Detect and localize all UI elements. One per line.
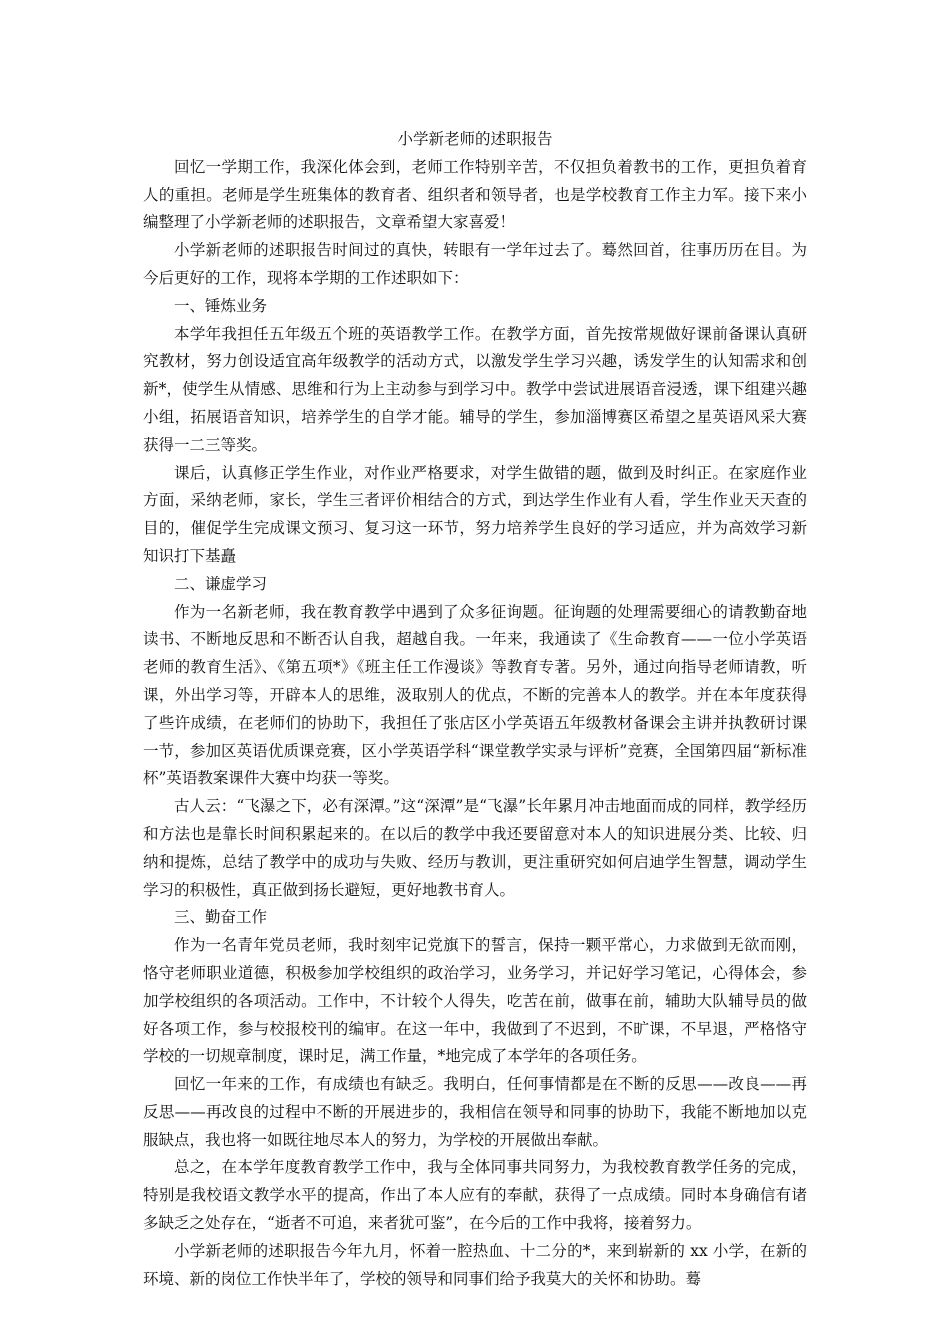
body-paragraph: 作为一名青年党员老师，我时刻牢记党旗下的誓言，保持一颗平常心，力求做到无欲而刚，恪守老师职业道德，积极参加学校组织的政治学习，业务学习，并记好学习笔记，心得体会，参加学校组织的各项活动。工作中，不计较个人得失，吃苦在前，做事在前，辅助大队辅导员的做好各项工作，参与校报校刊的编审。在这一年中，我做到了不迟到，不旷课，不早退，严格恪守学校的一切规章制度，课时足，满工作量，*地完成了本学年的各项任务。 — [143, 936, 807, 1066]
body-paragraph: 总之，在本学年度教育教学工作中，我与全体同事共同努力，为我校教育教学任务的完成，特别是我校语文教学水平的提高，作出了本人应有的奉献，获得了一点成绩。同时本身确信有诸多缺乏之处存在，“逝者不可追，来者犹可鉴”，在今后的工作中我将，接着努力。 — [143, 1158, 807, 1233]
section-heading: 二、谦虚学习 — [174, 574, 268, 593]
body-paragraph: 小学新老师的述职报告时间过的真快，转眼有一学年过去了。蓦然回首，往事历历在目。为今后更好的工作，现将本学期的工作述职如下： — [143, 241, 807, 287]
body-paragraph: 小学新老师的述职报告今年九月，怀着一腔热血、十二分的*，来到崭新的 xx 小学，在新的环境、新的岗位工作快半年了，学校的领导和同事们给予我莫大的关怀和协助。蓦 — [143, 1241, 807, 1288]
body-paragraph: 课后，认真修正学生作业，对作业严格要求，对学生做错的题，做到及时纠正。在家庭作业方面，采纳老师，家长，学生三者评价相结合的方式，到达学生作业有人看，学生作业天天查的目的，催促学生完成课文预习、复习这一环节，努力培养学生良好的学习适应，并为高效学习新知识打下基矗 — [143, 463, 807, 565]
document-body — [143, 154, 807, 1294]
body-paragraph: 回忆一年来的工作，有成绩也有缺乏。我明白，任何事情都是在不断的反思——改良——再反思——再改良的过程中不断的开展进步的，我相信在领导和同事的协助下，我能不断地加以克服缺点，我也将一如既往地尽本人的努力，为学校的开展做出奉献。 — [143, 1075, 807, 1149]
document-page — [143, 126, 807, 1293]
body-paragraph: 本学年我担任五年级五个班的英语教学工作。在教学方面，首先按常规做好课前备课认真研究教材，努力创设适宜高年级教学的活动方式，以激发学生学习兴趣，诱发学生的认知需求和创新*，使学生从情感、思维和行为上主动参与到学习中。教学中尝试进展语音浸透，课下组建兴趣小组，拓展语音知识，培养学生的自学才能。辅导的学生，参加淄博赛区希望之星英语风采大赛获得一二三等奖。 — [143, 324, 807, 454]
document-title: 小学新老师的述职报告 — [397, 130, 553, 148]
section-heading: 一、锤炼业务 — [174, 296, 268, 315]
section-heading: 三、勤奋工作 — [174, 908, 268, 927]
body-paragraph: 古人云：“飞瀑之下，必有深潭。”这“深潭”是“飞瀑”长年累月冲击地面而成的同样，教学经历和方法也是靠长时间积累起来的。在以后的教学中我还要留意对本人的知识进展分类、比较、归纳和提炼，总结了教学中的成功与失败、经历与教训，更注重研究如何启迪学生智慧，调动学生学习的积极性，真正做到扬长避短，更好地教书育人。 — [143, 797, 807, 899]
body-paragraph: 作为一名新老师，我在教育教学中遇到了众多征询题。征询题的处理需要细心的请教勤奋地读书、不断地反思和不断否认自我，超越自我。一年来，我通读了《生命教育——一位小学英语老师的教育生活》、《第五项*》《班主任工作漫谈》等教育专著。另外，通过向指导老师请教，听课，外出学习等，开辟本人的思维，汲取别人的优点，不断的完善本人的教学。并在本年度获得了些许成绩，在老师们的协助下，我担任了张店区小学英语五年级教材备课会主讲并执教研讨课一节，参加区英语优质课竞赛，区小学英语学科“课堂教学实录与评析”竞赛，全国第四届“新标准杯”英语教案课件大赛中均获一等奖。 — [143, 602, 807, 788]
body-paragraph: 回忆一学期工作，我深化体会到，老师工作特别辛苦，不仅担负着教书的工作，更担负着育人的重担。老师是学生班集体的教育者、组织者和领导者，也是学校教育工作主力军。接下来小编整理了小学新老师的述职报告，文章希望大家喜爱！ — [143, 157, 807, 232]
